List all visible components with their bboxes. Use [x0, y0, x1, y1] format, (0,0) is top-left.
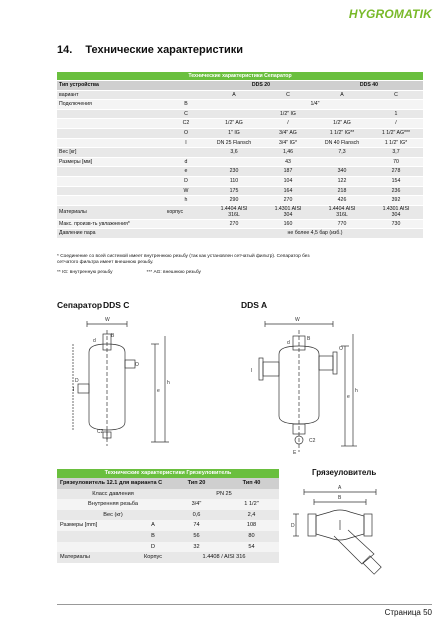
thread-label: Внутренняя резьба [57, 499, 169, 510]
dds-a-drawing [245, 312, 365, 462]
table-cell: 3,7 [369, 148, 423, 158]
col-strainer: Грязеуловитель 12.1 для варианта С [57, 478, 169, 489]
svg-text:W: W [105, 317, 110, 323]
row-sub: h [165, 196, 207, 206]
row-sub: C2 [165, 119, 207, 129]
variant-cell: A [207, 90, 261, 100]
row-sub: C [165, 109, 207, 119]
row-label [57, 109, 165, 119]
svg-text:D: D [291, 523, 295, 529]
table-cell: 0,6 [169, 510, 224, 521]
row-sub: B [137, 531, 169, 542]
table-cell: 160 [261, 219, 315, 229]
table-cell: 104 [261, 176, 315, 186]
table-cell: 80 [224, 531, 279, 542]
table-cell: 54 [224, 542, 279, 553]
row-label [57, 128, 165, 138]
table-cell: 175 [207, 186, 261, 196]
variant-cell: C [369, 90, 423, 100]
row-sub: O [165, 128, 207, 138]
pressure-value: не более 4,5 бар (изб.) [207, 229, 423, 239]
mat-value: 1.4408 / AISI 316 [169, 552, 279, 563]
table-cell: 1 [369, 109, 423, 119]
separator-spec-table [57, 72, 423, 239]
table-cell: 426 [315, 196, 369, 206]
table-cell: 1.4404 AISI 316L [207, 205, 261, 219]
table-cell: 392 [369, 196, 423, 206]
row-sub: D [137, 542, 169, 553]
row-sub: I [165, 138, 207, 148]
strainer-label: Грязеуловитель [312, 468, 377, 477]
footnote-1: * Соединение со всей системой имеет внутреннюю резьбу (так как установлен сетчатый фильтр). Сепаратор без сетчатого фильтра имеет внешнюю резьбу. [57, 254, 310, 265]
table-cell [315, 109, 369, 119]
svg-text:W: W [295, 317, 300, 323]
mat-sub: Корпус [137, 552, 169, 563]
dds-c-drawing [65, 312, 175, 452]
col-dds40: DDS 40 [315, 81, 423, 91]
class-value: PN 25 [169, 489, 279, 500]
table-cell: 32 [169, 542, 224, 553]
section-title [57, 44, 243, 56]
table-cell: 230 [207, 167, 261, 177]
table-cell: 108 [224, 520, 279, 531]
table-caption: Технические характеристики Сепаратор [57, 72, 423, 81]
table-cell: DN 25 Flansch [207, 138, 261, 148]
table-cell: 70 [369, 157, 423, 167]
table-cell: 1 1/2" AG*** [369, 128, 423, 138]
table-cell: 1.4301 AISI 304 [369, 205, 423, 219]
row-label [57, 186, 165, 196]
row-label [57, 119, 165, 129]
variant-label: вариант [57, 90, 207, 100]
svg-text:D: D [75, 378, 79, 384]
footnote-2: ** IG: внутренную резьбу *** AG: внешнюю резьбу [57, 270, 201, 275]
table-cell: 236 [369, 186, 423, 196]
separator-label: Сепаратор [57, 300, 103, 310]
row-label [57, 196, 165, 206]
dims-label: Размеры [mm] [57, 520, 137, 531]
table-cell: 270 [207, 219, 261, 229]
table-cell: 730 [369, 219, 423, 229]
table-cell: 1" IG [207, 128, 261, 138]
table-cell: 1/4" [207, 100, 423, 110]
row-label [57, 176, 165, 186]
table-cell: 2,4 [224, 510, 279, 521]
pressure-label: Давление пара [57, 229, 207, 239]
table-cell: 110 [207, 176, 261, 186]
hygromatik-logo: HYGROMATIK [348, 7, 432, 21]
table-cell: 1 1/2" IG* [369, 138, 423, 148]
material-label: Материалы [57, 205, 165, 219]
table-cell: 1,46 [261, 148, 315, 158]
mat-label: Материалы [57, 552, 137, 563]
row-sub: d [165, 157, 207, 167]
table-cell: 3/4" AG [261, 128, 315, 138]
col-type20: Тип 20 [169, 478, 224, 489]
row-label: Вес [кг] [57, 148, 165, 158]
table-cell: 56 [169, 531, 224, 542]
svg-text:C2: C2 [309, 438, 316, 444]
row-sub: B [165, 100, 207, 110]
table-cell: 270 [261, 196, 315, 206]
row-label [57, 531, 137, 542]
svg-text:O: O [339, 346, 343, 352]
dds-a-label: DDS A [241, 300, 268, 310]
table-cell: 1/2" AG [207, 119, 261, 129]
table-cell: 154 [369, 176, 423, 186]
table-cell: 3/4" [169, 499, 224, 510]
table-cell: 278 [369, 167, 423, 177]
table-cell: 3/4" IG* [261, 138, 315, 148]
col-type40: Тип 40 [224, 478, 279, 489]
row-label [57, 138, 165, 148]
svg-text:I: I [73, 387, 75, 393]
table-cell: 74 [169, 520, 224, 531]
row-label [57, 542, 137, 553]
row-sub: e [165, 167, 207, 177]
row-label [57, 167, 165, 177]
table-cell: 1 1/2" IG** [315, 128, 369, 138]
material-sub: корпус [165, 205, 207, 219]
table-cell: 290 [207, 196, 261, 206]
col-device-type: Тип устройства [57, 81, 207, 91]
table-cell: 770 [315, 219, 369, 229]
section-title-text: Технические характеристики [85, 44, 244, 56]
table-cell: 1 1/2" [224, 499, 279, 510]
class-label: Класс давления [57, 489, 169, 500]
svg-text:O: O [135, 362, 139, 368]
row-sub: W [165, 186, 207, 196]
table-cell: 340 [315, 167, 369, 177]
table-cell: 1.4301 AISI 304 [261, 205, 315, 219]
table-cell [207, 109, 261, 119]
row-sub: D [165, 176, 207, 186]
svg-text:A: A [338, 485, 342, 491]
table-cell [315, 157, 369, 167]
svg-text:E: E [293, 450, 297, 456]
table-cell: 1/2" AG [315, 119, 369, 129]
svg-text:h: h [355, 388, 358, 394]
svg-text:d: d [93, 338, 96, 344]
table-cell: / [261, 119, 315, 129]
variant-cell: A [315, 90, 369, 100]
svg-text:C2: C2 [97, 429, 104, 435]
table-cell: 122 [315, 176, 369, 186]
section-number: 14. [57, 44, 73, 56]
svg-text:h: h [167, 380, 170, 386]
table-cell: 7,3 [315, 148, 369, 158]
col-dds20: DDS 20 [207, 81, 315, 91]
dds-c-label: DDS C [103, 300, 130, 310]
svg-text:d: d [287, 340, 290, 346]
variant-cell: C [261, 90, 315, 100]
page-number: Страница 50 [384, 608, 432, 617]
table-cell: 164 [261, 186, 315, 196]
strainer-drawing [290, 480, 425, 590]
row-label: Подключения [57, 100, 165, 110]
footer-divider [57, 604, 432, 605]
flow-label: Макс. произв-ть увлажнения* [57, 219, 207, 229]
table-cell: 1/2" IG [261, 109, 315, 119]
svg-text:e: e [157, 388, 160, 394]
table-cell: / [369, 119, 423, 129]
svg-text:B: B [111, 333, 115, 339]
table-cell: 218 [315, 186, 369, 196]
svg-text:B: B [338, 495, 342, 501]
table-cell: 43 [261, 157, 315, 167]
table-cell: DN 40 Flansch [315, 138, 369, 148]
row-sub: A [137, 520, 169, 531]
strainer-spec-table [57, 469, 279, 563]
row-sub [165, 148, 207, 158]
table-caption: Технические характеристики Грязеуловитель [57, 469, 279, 478]
svg-text:B: B [307, 336, 311, 342]
weight-label: Вес (кг) [57, 510, 169, 521]
table-cell [207, 157, 261, 167]
table-cell: 187 [261, 167, 315, 177]
svg-text:I: I [251, 368, 253, 374]
table-cell: 3,6 [207, 148, 261, 158]
svg-text:e: e [347, 394, 350, 400]
table-cell: 1.4404 AISI 316L [315, 205, 369, 219]
row-label: Размеры [мм] [57, 157, 165, 167]
